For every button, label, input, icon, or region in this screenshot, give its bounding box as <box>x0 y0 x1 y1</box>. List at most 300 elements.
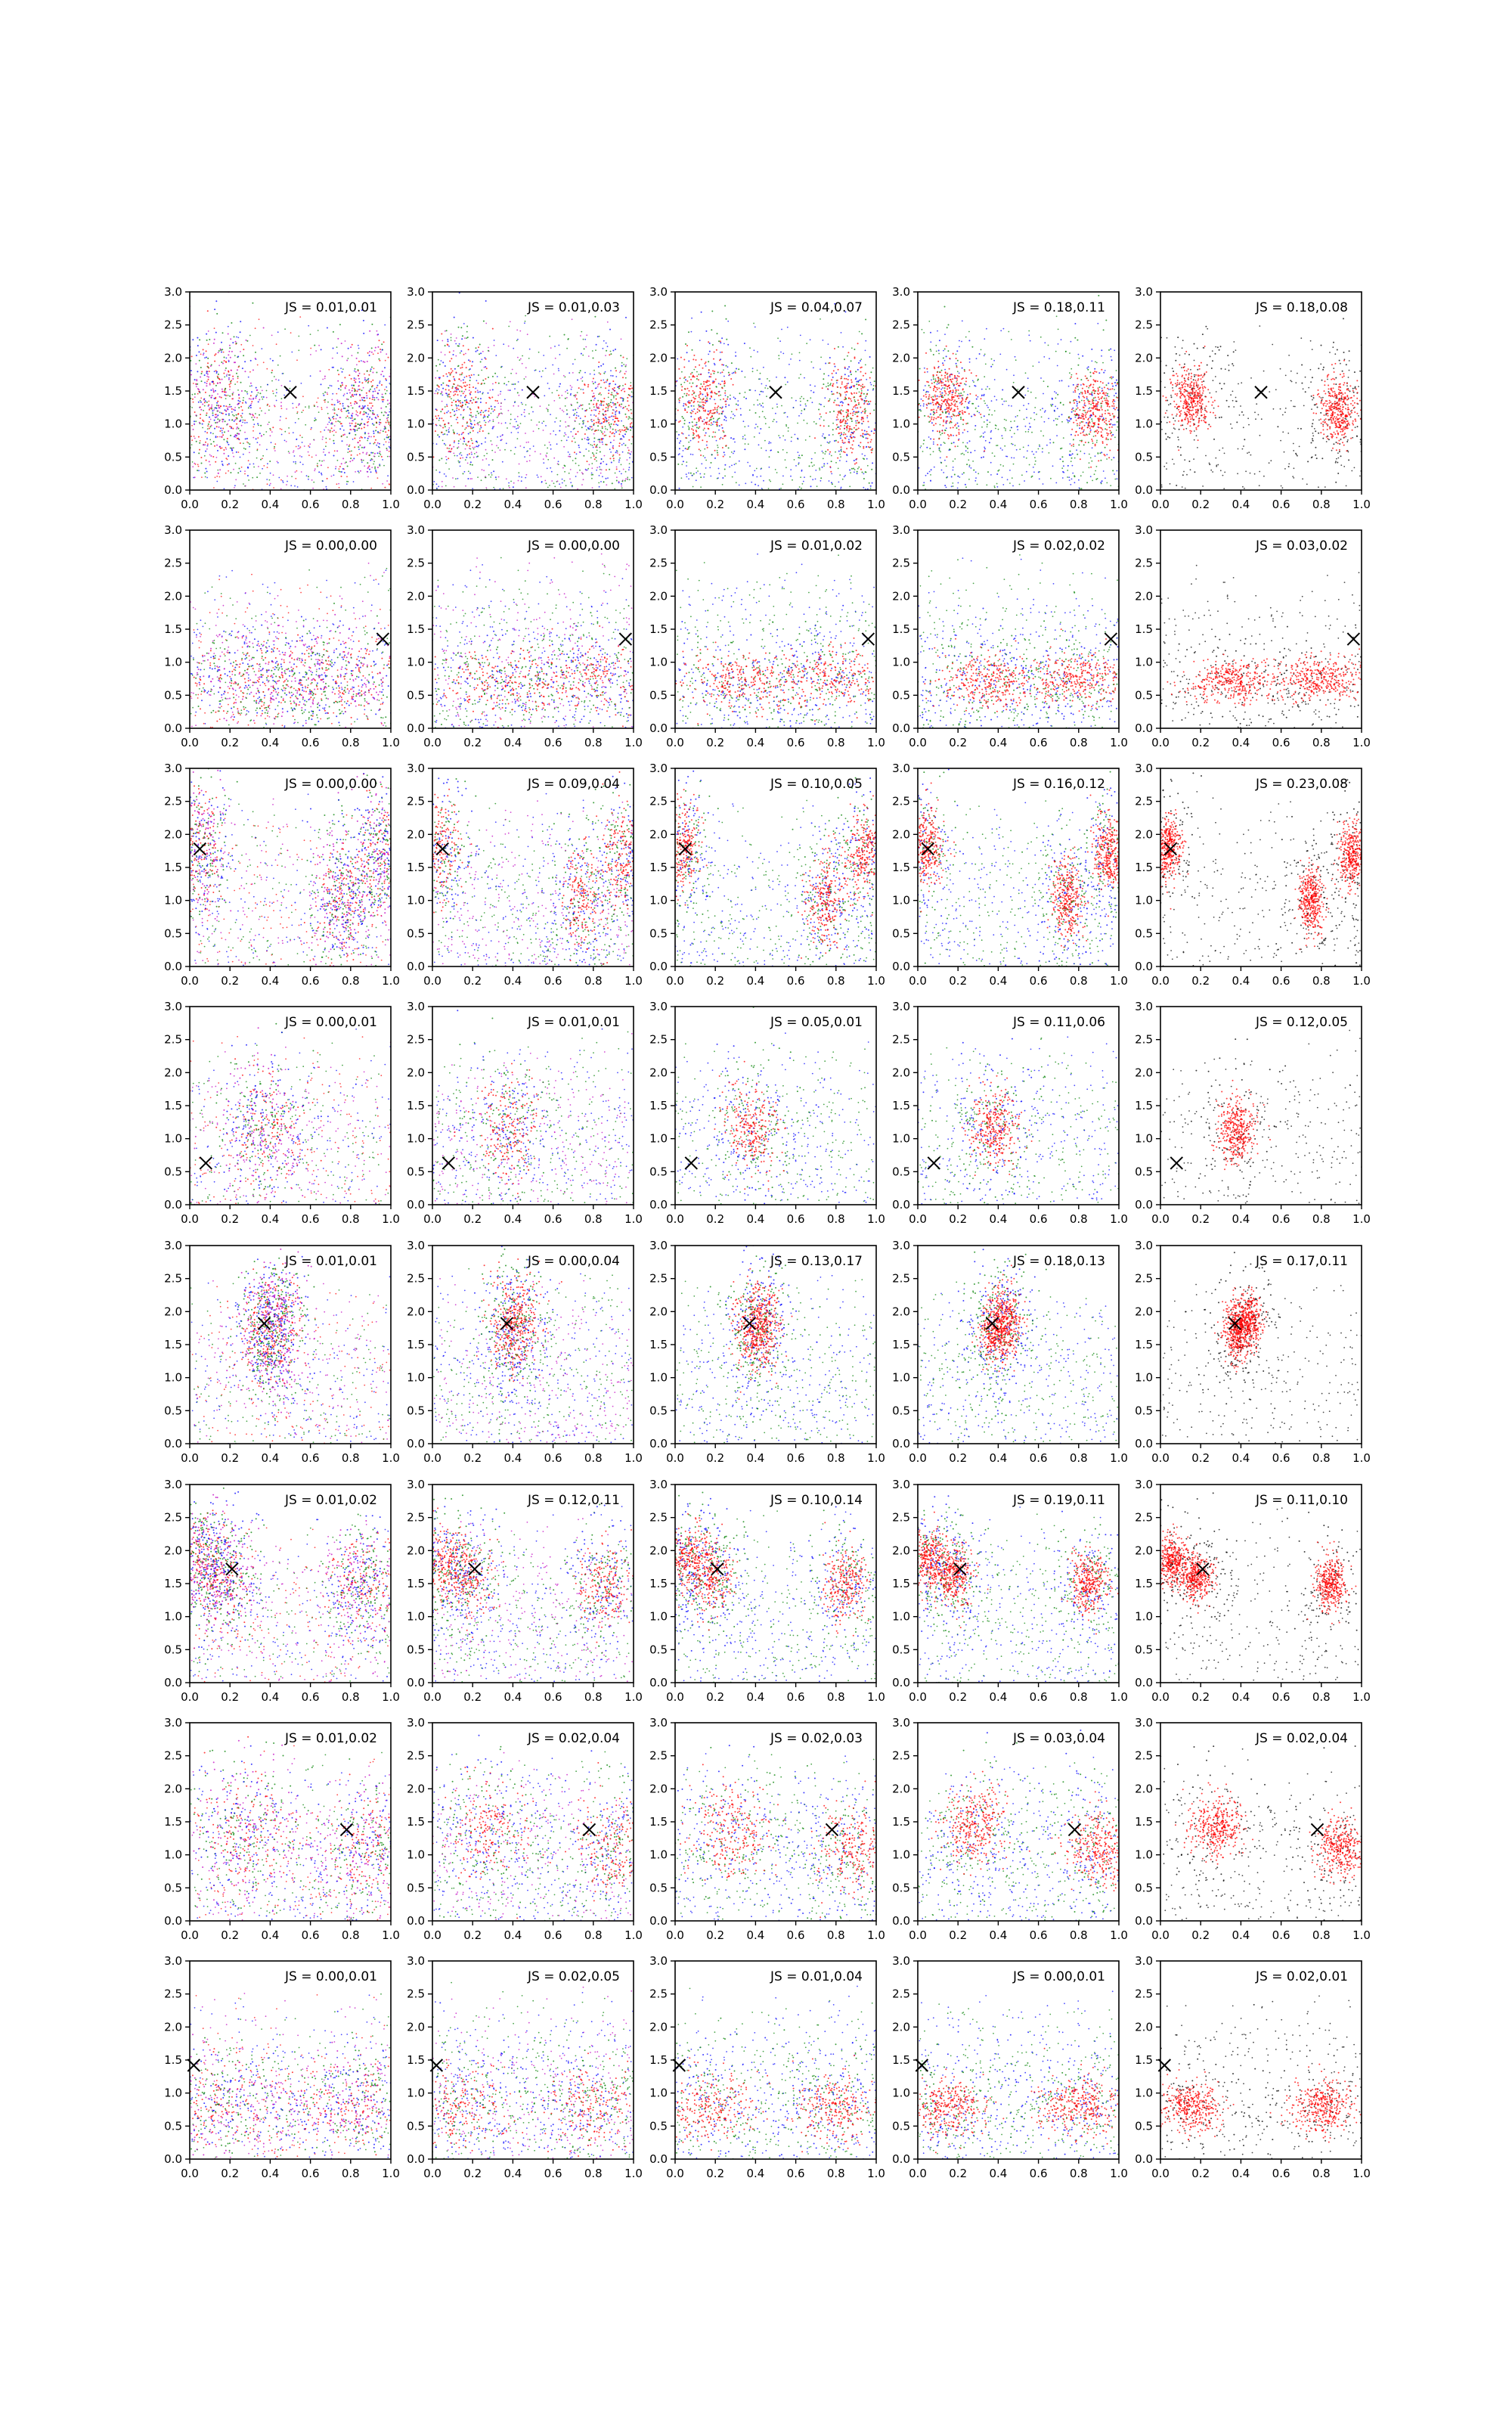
scatter-point <box>252 414 253 415</box>
scatter-point <box>355 426 357 427</box>
scatter-point <box>206 385 207 386</box>
scatter-point <box>957 445 959 447</box>
scatter-point <box>488 397 490 399</box>
scatter-point <box>479 353 480 355</box>
scatter-point <box>940 434 941 436</box>
scatter-point <box>597 417 599 419</box>
scatter-point <box>606 444 608 445</box>
scatter-point <box>790 358 792 360</box>
scatter-point <box>607 405 609 406</box>
scatter-point <box>210 455 212 457</box>
scatter-point <box>854 436 856 438</box>
scatter-point <box>549 388 550 389</box>
scatter-point <box>831 455 832 457</box>
scatter-point <box>373 368 375 369</box>
scatter-point <box>229 404 231 405</box>
scatter-point <box>256 387 257 389</box>
scatter-point <box>243 454 244 455</box>
scatter-point <box>371 467 373 468</box>
scatter-point <box>728 447 730 448</box>
scatter-point <box>1117 478 1118 479</box>
scatter-point <box>720 399 721 401</box>
scatter-point <box>739 485 740 486</box>
scatter-point <box>495 382 497 383</box>
scatter-point <box>709 351 711 352</box>
scatter-point <box>256 389 258 391</box>
scatter-point <box>836 424 838 426</box>
scatter-point <box>291 476 293 477</box>
scatter-point <box>627 476 628 478</box>
scatter-point <box>863 478 865 479</box>
scatter-point <box>566 409 568 411</box>
scatter-point <box>870 371 872 373</box>
scatter-point <box>587 437 589 439</box>
scatter-point <box>337 402 339 403</box>
scatter-point <box>213 441 215 442</box>
scatter-point <box>472 399 474 401</box>
scatter-point <box>767 388 769 389</box>
scatter-point <box>358 446 359 448</box>
scatter-point <box>697 401 699 402</box>
scatter-point <box>385 378 386 380</box>
scatter-point <box>477 389 479 391</box>
scatter-point <box>222 448 223 449</box>
scatter-point <box>713 413 714 414</box>
scatter-point <box>847 383 848 385</box>
scatter-point <box>554 421 556 423</box>
scatter-point <box>714 436 716 438</box>
scatter-point <box>565 434 567 436</box>
scatter-point <box>1111 459 1113 461</box>
scatter-point <box>543 355 544 356</box>
scatter-point <box>209 439 211 441</box>
scatter-point <box>372 410 373 411</box>
scatter-point <box>740 408 742 410</box>
scatter-point <box>220 405 222 407</box>
scatter-point <box>501 413 503 414</box>
scatter-point <box>804 476 805 478</box>
scatter-point <box>692 454 694 455</box>
scatter-point <box>223 453 225 455</box>
scatter-point <box>224 377 225 378</box>
scatter-point <box>186 389 187 390</box>
scatter-point <box>865 398 866 399</box>
scatter-point <box>602 476 603 477</box>
scatter-point <box>843 416 844 417</box>
scatter-point <box>681 433 683 434</box>
scatter-point <box>860 407 861 408</box>
scatter-point <box>944 334 946 335</box>
scatter-point <box>267 483 268 485</box>
scatter-point <box>840 425 841 427</box>
scatter-point <box>447 448 448 449</box>
scatter-point <box>1084 453 1086 455</box>
scatter-point <box>209 426 211 427</box>
scatter-point <box>853 468 854 470</box>
scatter-point <box>387 399 389 401</box>
scatter-point <box>625 479 627 480</box>
scatter-point <box>200 409 202 411</box>
scatter-point <box>266 479 268 480</box>
scatter-point <box>448 431 450 433</box>
scatter-point <box>376 397 378 399</box>
scatter-point <box>721 380 723 382</box>
scatter-point <box>575 417 577 419</box>
scatter-point <box>358 378 360 380</box>
scatter-point <box>240 470 241 472</box>
scatter-point <box>685 389 686 390</box>
scatter-point <box>400 371 401 372</box>
scatter-point <box>490 476 491 478</box>
scatter-point <box>334 409 336 411</box>
scatter-point <box>436 417 438 419</box>
scatter-point <box>791 436 792 438</box>
scatter-point <box>823 340 824 341</box>
scatter-point <box>185 330 187 331</box>
scatter-point <box>1017 429 1018 430</box>
scatter-point <box>1055 482 1057 484</box>
scatter-point <box>337 370 339 371</box>
scatter-point <box>617 424 618 426</box>
scatter-point <box>1081 400 1083 402</box>
scatter-point <box>864 455 866 457</box>
scatter-point <box>213 409 215 411</box>
scatter-point <box>367 476 369 478</box>
scatter-point <box>187 416 189 417</box>
scatter-point <box>689 377 690 378</box>
scatter-point <box>485 411 486 412</box>
scatter-point <box>272 360 274 361</box>
scatter-point <box>466 402 468 403</box>
scatter-point <box>460 466 461 467</box>
scatter-point <box>1080 392 1082 393</box>
scatter-point <box>358 375 359 377</box>
scatter-point <box>792 479 793 481</box>
scatter-point <box>612 482 613 484</box>
scatter-point <box>700 486 702 488</box>
scatter-point <box>854 471 855 473</box>
scatter-point <box>310 348 311 349</box>
scatter-point <box>187 435 189 436</box>
scatter-point <box>308 407 310 408</box>
scatter-point <box>296 446 297 448</box>
scatter-point <box>871 430 872 432</box>
scatter-point <box>229 396 231 397</box>
scatter-point <box>860 442 861 443</box>
scatter-point <box>867 420 869 422</box>
x-tick-label: 0.2 <box>706 498 724 511</box>
scatter-point <box>606 403 608 405</box>
js-label: JS = 0.01,0.01 <box>284 300 377 315</box>
scatter-point <box>525 377 527 378</box>
scatter-point <box>717 452 718 454</box>
scatter-point <box>603 401 605 402</box>
scatter-point <box>463 417 464 418</box>
scatter-point <box>510 414 512 415</box>
scatter-point <box>835 440 837 442</box>
scatter-point <box>843 451 844 452</box>
scatter-point <box>718 413 720 414</box>
scatter-point <box>559 425 561 427</box>
y-tick-label: 0.5 <box>407 450 425 464</box>
scatter-point <box>271 431 273 433</box>
scatter-point <box>631 443 633 445</box>
scatter-point <box>714 352 715 353</box>
scatter-point <box>757 351 758 352</box>
scatter-point <box>469 377 471 378</box>
scatter-point <box>964 383 965 385</box>
scatter-point <box>217 414 218 416</box>
scatter-point <box>558 345 559 346</box>
axes-frame <box>432 292 634 490</box>
scatter-point <box>831 461 832 462</box>
scatter-point <box>225 473 227 474</box>
scatter-point <box>609 458 611 459</box>
scatter-point <box>736 463 737 464</box>
scatter-point <box>304 445 305 447</box>
scatter-point <box>400 479 401 481</box>
scatter-point <box>354 438 355 439</box>
scatter-point <box>215 353 217 355</box>
scatter-point <box>1114 436 1116 438</box>
scatter-point <box>825 437 826 439</box>
scatter-point <box>940 424 941 426</box>
scatter-point <box>1027 377 1029 379</box>
scatter-point <box>367 422 368 424</box>
scatter-point <box>603 461 604 463</box>
scatter-point <box>200 440 201 442</box>
scatter-point <box>600 392 601 394</box>
scatter-point <box>559 354 561 355</box>
scatter-point <box>295 478 296 479</box>
scatter-point <box>609 405 611 406</box>
scatter-point <box>497 400 498 402</box>
scatter-point <box>858 384 860 386</box>
scatter-point <box>802 483 804 485</box>
scatter-point <box>724 392 726 394</box>
scatter-point <box>389 456 390 458</box>
scatter-point <box>270 473 271 474</box>
scatter-point <box>596 407 598 408</box>
scatter-point <box>601 431 603 433</box>
scatter-point <box>692 397 694 399</box>
scatter-point <box>845 378 847 380</box>
scatter-point <box>582 473 584 475</box>
scatter-point <box>359 437 361 439</box>
scatter-point <box>834 348 835 349</box>
scatter-point <box>748 426 749 427</box>
scatter-point <box>565 398 566 399</box>
scatter-point <box>283 482 284 483</box>
scatter-point <box>492 383 494 385</box>
scatter-point <box>403 440 404 442</box>
scatter-point <box>242 368 243 369</box>
scatter-point <box>1040 409 1041 411</box>
scatter-point <box>454 442 455 443</box>
scatter-point <box>251 401 253 402</box>
scatter-point <box>848 431 850 433</box>
scatter-point <box>1059 380 1061 382</box>
scatter-point <box>386 412 387 414</box>
scatter-point <box>521 476 522 478</box>
scatter-point <box>1019 448 1021 450</box>
scatter-point <box>630 430 631 431</box>
scatter-point <box>454 393 456 395</box>
scatter-point <box>575 420 576 421</box>
scatter-point <box>263 396 265 398</box>
y-tick-label: 2.0 <box>164 351 182 365</box>
scatter-point <box>985 389 987 390</box>
scatter-point <box>991 358 993 360</box>
scatter-point <box>228 414 230 416</box>
scatter-point <box>215 436 217 438</box>
scatter-point <box>725 417 727 418</box>
scatter-point <box>466 427 467 429</box>
scatter-point <box>867 438 869 439</box>
scatter-point <box>214 327 215 329</box>
scatter-point <box>483 321 485 322</box>
scatter-point <box>1023 447 1024 448</box>
scatter-point <box>246 340 247 341</box>
scatter-point <box>678 399 680 400</box>
scatter-point <box>243 355 244 356</box>
scatter-point <box>598 430 600 431</box>
scatter-point <box>996 425 997 427</box>
scatter-point <box>1086 368 1088 369</box>
scatter-point <box>451 425 452 427</box>
scatter-point <box>453 400 454 402</box>
scatter-point <box>769 479 770 481</box>
x-tick-label: 1.0 <box>382 498 400 511</box>
scatter-point <box>374 467 376 468</box>
scatter-point <box>383 396 384 398</box>
scatter-point <box>754 327 756 328</box>
scatter-point <box>1089 454 1090 455</box>
scatter-point <box>448 346 450 347</box>
scatter-point <box>798 451 799 453</box>
scatter-point <box>231 449 233 451</box>
scatter-point <box>691 386 692 387</box>
scatter-point <box>471 416 472 417</box>
scatter-point <box>521 414 522 416</box>
scatter-point <box>692 432 694 433</box>
scatter-point <box>1050 404 1052 405</box>
scatter-point <box>398 445 400 447</box>
scatter-point <box>620 397 621 399</box>
scatter-point <box>611 424 612 425</box>
scatter-point <box>714 412 716 414</box>
scatter-point <box>1071 479 1073 480</box>
scatter-point <box>441 384 442 386</box>
scatter-point <box>339 470 340 472</box>
scatter-point <box>923 403 925 405</box>
scatter-point <box>463 379 464 380</box>
scatter-point <box>244 420 246 421</box>
scatter-point <box>549 442 550 443</box>
scatter-point <box>593 358 594 359</box>
scatter-point <box>837 386 838 388</box>
y-tick-label: 1.0 <box>164 417 182 431</box>
scatter-point <box>847 379 849 380</box>
scatter-point <box>252 302 253 304</box>
scatter-point <box>733 451 735 452</box>
scatter-point <box>602 444 603 445</box>
scatter-point <box>1092 442 1094 444</box>
scatter-point <box>200 457 202 458</box>
scatter-point <box>276 400 277 402</box>
scatter-point <box>1050 478 1052 479</box>
scatter-point <box>433 481 435 482</box>
scatter-point <box>1036 414 1037 415</box>
scatter-point <box>485 442 486 443</box>
scatter-point <box>534 451 536 452</box>
scatter-point <box>559 383 561 385</box>
scatter-point <box>453 395 454 396</box>
scatter-point <box>242 402 243 404</box>
scatter-point <box>456 337 457 339</box>
scatter-point <box>508 346 510 347</box>
scatter-point <box>1057 418 1058 420</box>
scatter-point <box>863 436 864 438</box>
scatter-point <box>232 376 234 377</box>
scatter-point <box>582 420 584 422</box>
scatter-point <box>494 345 495 346</box>
scatter-point <box>880 439 881 440</box>
scatter-point <box>387 437 389 439</box>
scatter-point <box>846 411 847 413</box>
scatter-point <box>457 405 459 406</box>
scatter-point <box>685 437 686 439</box>
scatter-point <box>810 384 811 386</box>
scatter-point <box>442 340 443 342</box>
scatter-point <box>683 461 684 462</box>
scatter-point <box>1001 435 1002 436</box>
scatter-point <box>679 402 680 403</box>
scatter-point <box>1025 426 1027 427</box>
scatter-point <box>613 397 615 399</box>
scatter-point <box>798 415 800 417</box>
scatter-point <box>386 406 387 408</box>
scatter-point <box>844 399 845 400</box>
scatter-point <box>370 368 372 370</box>
scatter-point <box>807 400 808 402</box>
scatter-point <box>1023 405 1024 406</box>
scatter-point <box>689 400 690 402</box>
scatter-point <box>361 459 362 461</box>
scatter-point <box>838 346 839 348</box>
scatter-point <box>301 471 302 473</box>
scatter-point <box>370 410 371 411</box>
scatter-point <box>348 348 349 349</box>
scatter-point <box>618 459 620 461</box>
scatter-point <box>688 406 689 408</box>
scatter-point <box>476 347 477 349</box>
scatter-point <box>703 402 705 403</box>
scatter-point <box>541 476 542 477</box>
scatter-point <box>339 401 340 402</box>
scatter-point <box>812 402 813 403</box>
scatter-point <box>1061 339 1062 340</box>
scatter-point <box>757 399 758 401</box>
scatter-point <box>446 412 448 414</box>
scatter-point <box>272 390 274 392</box>
scatter-point <box>367 438 369 439</box>
scatter-point <box>1004 419 1005 420</box>
scatter-point <box>467 406 469 408</box>
scatter-point <box>569 479 571 480</box>
scatter-point <box>841 439 843 441</box>
scatter-point <box>585 346 587 348</box>
